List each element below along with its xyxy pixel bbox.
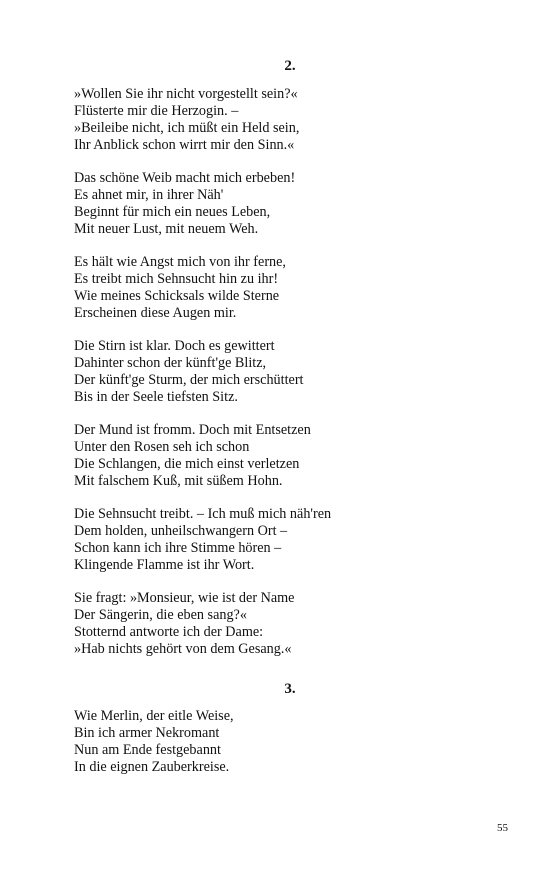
section-number: 2. <box>284 58 296 74</box>
stanza <box>74 708 234 776</box>
verse-line: Nun am Ende festgebannt <box>74 742 221 758</box>
page-number: 55 <box>497 822 508 834</box>
stanza <box>74 338 304 406</box>
verse-line: Wie meines Schicksals wilde Sterne <box>74 288 280 304</box>
verse-line: Mit falschem Kuß, mit süßem Hohn. <box>74 473 283 489</box>
verse-line: Bin ich armer Nekromant <box>74 725 220 741</box>
verse-line: »Beileibe nicht, ich müßt ein Held sein, <box>74 120 300 136</box>
verse-line: Stotternd antworte ich der Dame: <box>74 624 264 640</box>
verse-line: In die eignen Zauberkreise. <box>74 759 230 775</box>
verse-line: Ihr Anblick schon wirrt mir den Sinn.« <box>74 137 295 153</box>
verse-line: Beginnt für mich ein neues Leben, <box>74 204 271 220</box>
verse-line: Dahinter schon der künft'ge Blitz, <box>74 355 267 371</box>
verse-line: Die Sehnsucht treibt. – Ich muß mich näh'ren <box>74 506 332 522</box>
stanza <box>74 590 294 658</box>
verse-line: Sie fragt: »Monsieur, wie ist der Name <box>74 590 295 606</box>
stanza <box>74 254 286 322</box>
verse-line: Das schöne Weib macht mich erbeben! <box>74 170 296 186</box>
verse-line: Die Schlangen, die mich einst verletzen <box>74 456 300 472</box>
section-number: 3. <box>284 681 296 697</box>
verse-line: Schon kann ich ihre Stimme hören – <box>74 540 282 556</box>
verse-line: »Hab nichts gehört von dem Gesang.« <box>74 641 292 657</box>
verse-line: Erscheinen diese Augen mir. <box>74 305 237 321</box>
verse-line: Unter den Rosen seh ich schon <box>74 439 250 455</box>
verse-line: Bis in der Seele tiefsten Sitz. <box>74 389 238 405</box>
verse-line: Der künft'ge Sturm, der mich erschüttert <box>74 372 304 388</box>
verse-line: Es treibt mich Sehnsucht hin zu ihr! <box>74 271 279 287</box>
verse-line: Mit neuer Lust, mit neuem Weh. <box>74 221 259 237</box>
verse-line: Es ahnet mir, in ihrer Näh' <box>74 187 224 203</box>
verse-line: Flüsterte mir die Herzogin. – <box>74 103 239 119</box>
verse-line: Dem holden, unheilschwangern Ort – <box>74 523 288 539</box>
stanza <box>74 506 331 574</box>
stanza <box>74 170 295 238</box>
verse-line: »Wollen Sie ihr nicht vorgestellt sein?« <box>74 86 298 102</box>
verse-line: Die Stirn ist klar. Doch es gewittert <box>74 338 275 354</box>
verse-line: Klingende Flamme ist ihr Wort. <box>74 557 255 573</box>
verse-line: Der Mund ist fromm. Doch mit Entsetzen <box>74 422 311 438</box>
verse-line: Wie Merlin, der eitle Weise, <box>74 708 234 724</box>
stanza <box>74 86 299 154</box>
verse-line: Der Sängerin, die eben sang?« <box>74 607 247 623</box>
stanza <box>74 422 311 490</box>
verse-line: Es hält wie Angst mich von ihr ferne, <box>74 254 286 270</box>
